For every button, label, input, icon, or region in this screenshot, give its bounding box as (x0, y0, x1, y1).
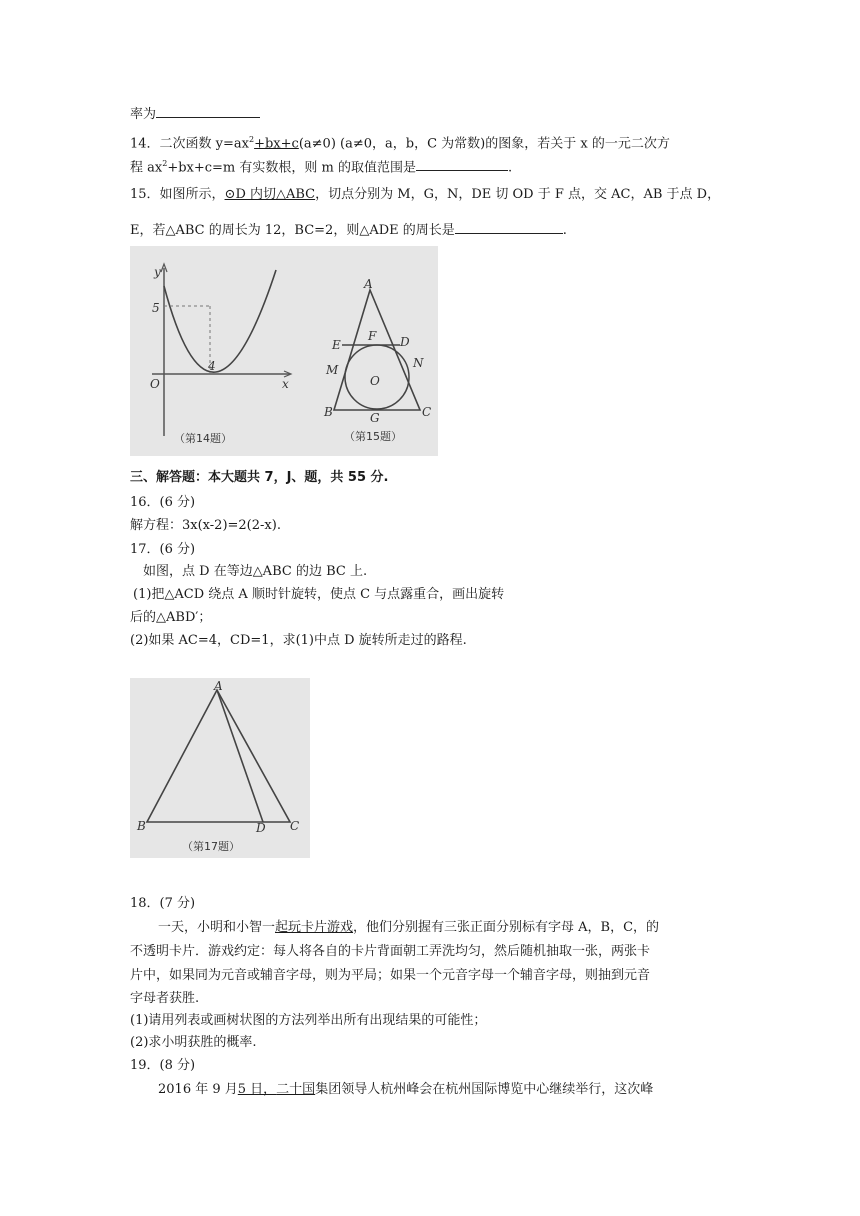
point-label: G (370, 411, 380, 425)
q17-head: 17．(6 分) (130, 542, 196, 557)
q16-body: 解方程：3x(x-2)=2(2-x). (130, 518, 281, 533)
q15-text: E，若△ABC 的周长为 12，BC=2，则△ADE 的周长是 (130, 223, 455, 238)
q18-part-2: (2)求小明获胜的概率. (130, 1035, 257, 1050)
point-label: C (290, 819, 300, 833)
answer-blank (156, 104, 260, 118)
y-axis-label: y (154, 265, 161, 279)
q15-line-1 (130, 186, 720, 204)
q18-line-2: 不透明卡片．游戏约定：每人将各自的卡片背面朝工弄洗均匀，然后随机抽取一张，两张卡 (130, 944, 651, 959)
figure-17-caption: （第17题） (182, 840, 240, 853)
point-label: F (368, 329, 377, 343)
parabola-curve (164, 270, 276, 372)
q14-line-1 (130, 131, 670, 153)
q14-text: 程 ax (130, 160, 163, 176)
section-3-title: 三、解答题：本大题共 7，J、题，共 55 分. (130, 470, 389, 485)
answer-blank (416, 157, 508, 171)
q14-underlined-text: +bx+c (254, 136, 299, 152)
q19-text: 集团领导人杭州峰会在杭州国际博览中心继续举行，这次峰 (315, 1082, 654, 1097)
q19-underlined-text: 二十国 (276, 1082, 316, 1097)
tick-label: 4 (208, 359, 216, 373)
q19-underlined-text: 5 日， (237, 1082, 277, 1097)
q19-head: 19．(8 分) (130, 1058, 196, 1073)
answer-blank (455, 220, 563, 234)
q18-head: 18．(7 分) (130, 896, 196, 911)
point-label: B (324, 405, 333, 419)
q16-head: 16．(6 分) (130, 495, 196, 510)
point-label: A (364, 277, 373, 291)
figure-15-caption: （第15题） (344, 430, 402, 443)
point-label: A (214, 679, 223, 693)
figure-14-15-svg (130, 246, 438, 456)
figure-14-15 (130, 246, 438, 456)
segment-ad (217, 690, 263, 822)
q13-tail-line (130, 104, 260, 124)
q15-text: ，切点分别为 M，G，N，DE 切 OD 于 F 点，交 AC，AB 于点 D， (315, 187, 721, 202)
q14-superscript: 2 (162, 159, 168, 168)
point-label: E (332, 338, 341, 352)
figure-14-caption: （第14题） (174, 432, 232, 445)
q15-line-2 (130, 220, 567, 240)
q18-text: 一天，小明和小智一 (158, 920, 276, 935)
point-label: D (256, 821, 266, 835)
q18-underlined-text: 起玩卡片游戏 (275, 920, 354, 935)
q15-text: 15．如图所示， (130, 187, 225, 202)
q17-part-2: (2)如果 AC=4，CD=1，求(1)中点 D 旋转所走过的路程. (130, 633, 467, 648)
tick-label: 5 (152, 301, 160, 315)
point-label: M (326, 363, 339, 377)
point-label: N (413, 356, 424, 370)
q18-line-4: 字母者获胜. (130, 991, 200, 1006)
q14-text: +bx+c=m 有实数根，则 m 的取值范围是 (167, 160, 416, 176)
q17-part-1a: (1)把△ACD 绕点 A 顺时针旋转，使点 C 与点露重合，画出旋转 (133, 587, 505, 602)
q18-line-3: 片中，如果同为元音或辅音字母，则为平局；如果一个元音字母一个辅音字母，则抽到元音 (130, 968, 651, 983)
q15-underlined-text: ⊙D 内切△ABC (224, 187, 316, 202)
point-label: B (137, 819, 146, 833)
point-label: C (422, 405, 432, 419)
triangle-abc (334, 290, 420, 410)
point-label: O (370, 374, 380, 388)
origin-label: O (150, 377, 160, 391)
q14-text: 14．二次函数 y=ax (130, 136, 249, 152)
q13-tail-text: 率为 (130, 107, 157, 122)
triangle-abc (147, 690, 290, 822)
q14-end: . (507, 160, 513, 176)
q17-part-1b: 后的△ABD′； (130, 610, 212, 625)
q17-intro: 如图，点 D 在等边△ABC 的边 BC 上. (143, 564, 368, 579)
q14-superscript: 2 (249, 135, 255, 144)
x-axis-label: x (282, 377, 289, 391)
q14-text: (a≠0) (a≠0，a，b，C 为常数)的图象，若关于 x 的一元二次方 (298, 136, 670, 152)
q19-text: 2016 年 9 月 (158, 1082, 238, 1097)
q14-line-2 (130, 155, 512, 177)
figure-17-svg (130, 678, 310, 858)
q19-line-1 (158, 1081, 653, 1099)
q18-text: ，他们分别握有三张正面分别标有字母 A，B，C，的 (353, 920, 660, 935)
figure-17 (130, 678, 310, 858)
q18-part-1: (1)请用列表或画树状图的方法列举出所有出现结果的可能性； (130, 1013, 487, 1028)
q15-end: . (562, 223, 567, 238)
q18-line-1 (158, 919, 659, 937)
point-label: D (400, 335, 410, 349)
